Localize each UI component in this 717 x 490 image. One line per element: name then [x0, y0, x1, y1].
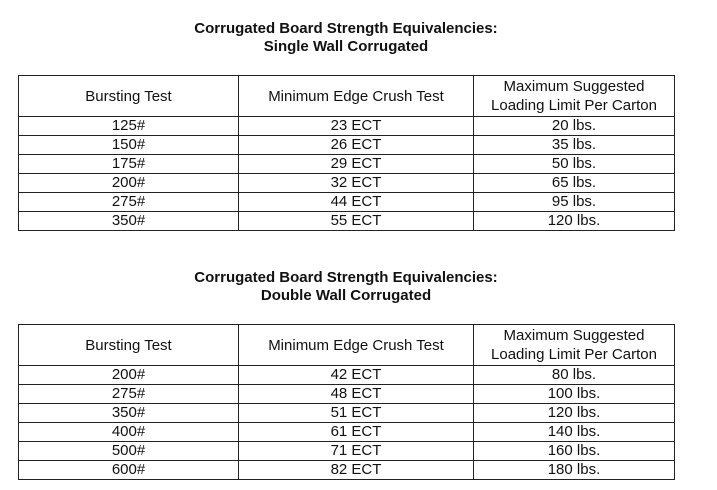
cell-bursting: 350# — [19, 212, 239, 231]
header-loading-limit — [474, 325, 675, 366]
table-row — [19, 174, 675, 193]
cell-bursting: 200# — [19, 366, 239, 385]
single-wall-title-line1: Corrugated Board Strength Equivalencies: — [194, 20, 498, 37]
cell-bursting: 400# — [19, 423, 239, 442]
table-row — [19, 212, 675, 231]
table-row — [19, 461, 675, 480]
cell-bursting: 150# — [19, 136, 239, 155]
table-row — [19, 136, 675, 155]
table-header-row — [19, 325, 675, 366]
cell-ect: 23 ECT — [239, 117, 474, 136]
cell-load: 80 lbs. — [474, 366, 675, 385]
cell-ect: 29 ECT — [239, 155, 474, 174]
cell-bursting: 125# — [19, 117, 239, 136]
cell-bursting: 350# — [19, 404, 239, 423]
cell-ect: 44 ECT — [239, 193, 474, 212]
cell-bursting: 275# — [19, 193, 239, 212]
header-loading-limit-line1: Maximum Suggested — [503, 327, 645, 344]
table-header-row — [19, 76, 675, 117]
cell-bursting: 275# — [19, 385, 239, 404]
header-edge-crush-test: Minimum Edge Crush Test — [239, 76, 474, 117]
cell-load: 50 lbs. — [474, 155, 675, 174]
cell-bursting: 500# — [19, 442, 239, 461]
cell-ect: 48 ECT — [239, 385, 474, 404]
double-wall-title-line2: Double Wall Corrugated — [260, 287, 432, 304]
cell-ect: 82 ECT — [239, 461, 474, 480]
double-wall-title-line1: Corrugated Board Strength Equivalencies: — [194, 269, 498, 286]
table-row — [19, 117, 675, 136]
table-row — [19, 193, 675, 212]
cell-ect: 26 ECT — [239, 136, 474, 155]
table-row — [19, 385, 675, 404]
header-loading-limit — [474, 76, 675, 117]
cell-ect: 32 ECT — [239, 174, 474, 193]
cell-ect: 71 ECT — [239, 442, 474, 461]
table-row — [19, 155, 675, 174]
cell-bursting: 175# — [19, 155, 239, 174]
cell-load: 35 lbs. — [474, 136, 675, 155]
header-loading-limit-line2: Loading Limit Per Carton — [491, 346, 657, 363]
single-wall-title — [0, 20, 692, 56]
table-row — [19, 366, 675, 385]
cell-load: 100 lbs. — [474, 385, 675, 404]
single-wall-table — [18, 75, 675, 231]
header-loading-limit-line1: Maximum Suggested — [503, 78, 645, 95]
cell-load: 160 lbs. — [474, 442, 675, 461]
header-loading-limit-line2: Loading Limit Per Carton — [491, 97, 657, 114]
cell-ect: 61 ECT — [239, 423, 474, 442]
table-row — [19, 442, 675, 461]
cell-bursting: 200# — [19, 174, 239, 193]
cell-load: 120 lbs. — [474, 404, 675, 423]
cell-load: 20 lbs. — [474, 117, 675, 136]
header-bursting-test: Bursting Test — [19, 76, 239, 117]
double-wall-table — [18, 324, 675, 480]
table-row — [19, 423, 675, 442]
table-row — [19, 404, 675, 423]
cell-load: 120 lbs. — [474, 212, 675, 231]
single-wall-title-line2: Single Wall Corrugated — [263, 38, 429, 55]
cell-ect: 51 ECT — [239, 404, 474, 423]
header-bursting-test: Bursting Test — [19, 325, 239, 366]
cell-load: 180 lbs. — [474, 461, 675, 480]
cell-load: 140 lbs. — [474, 423, 675, 442]
double-wall-title — [0, 269, 692, 305]
cell-load: 95 lbs. — [474, 193, 675, 212]
header-edge-crush-test: Minimum Edge Crush Test — [239, 325, 474, 366]
cell-ect: 55 ECT — [239, 212, 474, 231]
cell-bursting: 600# — [19, 461, 239, 480]
cell-ect: 42 ECT — [239, 366, 474, 385]
cell-load: 65 lbs. — [474, 174, 675, 193]
